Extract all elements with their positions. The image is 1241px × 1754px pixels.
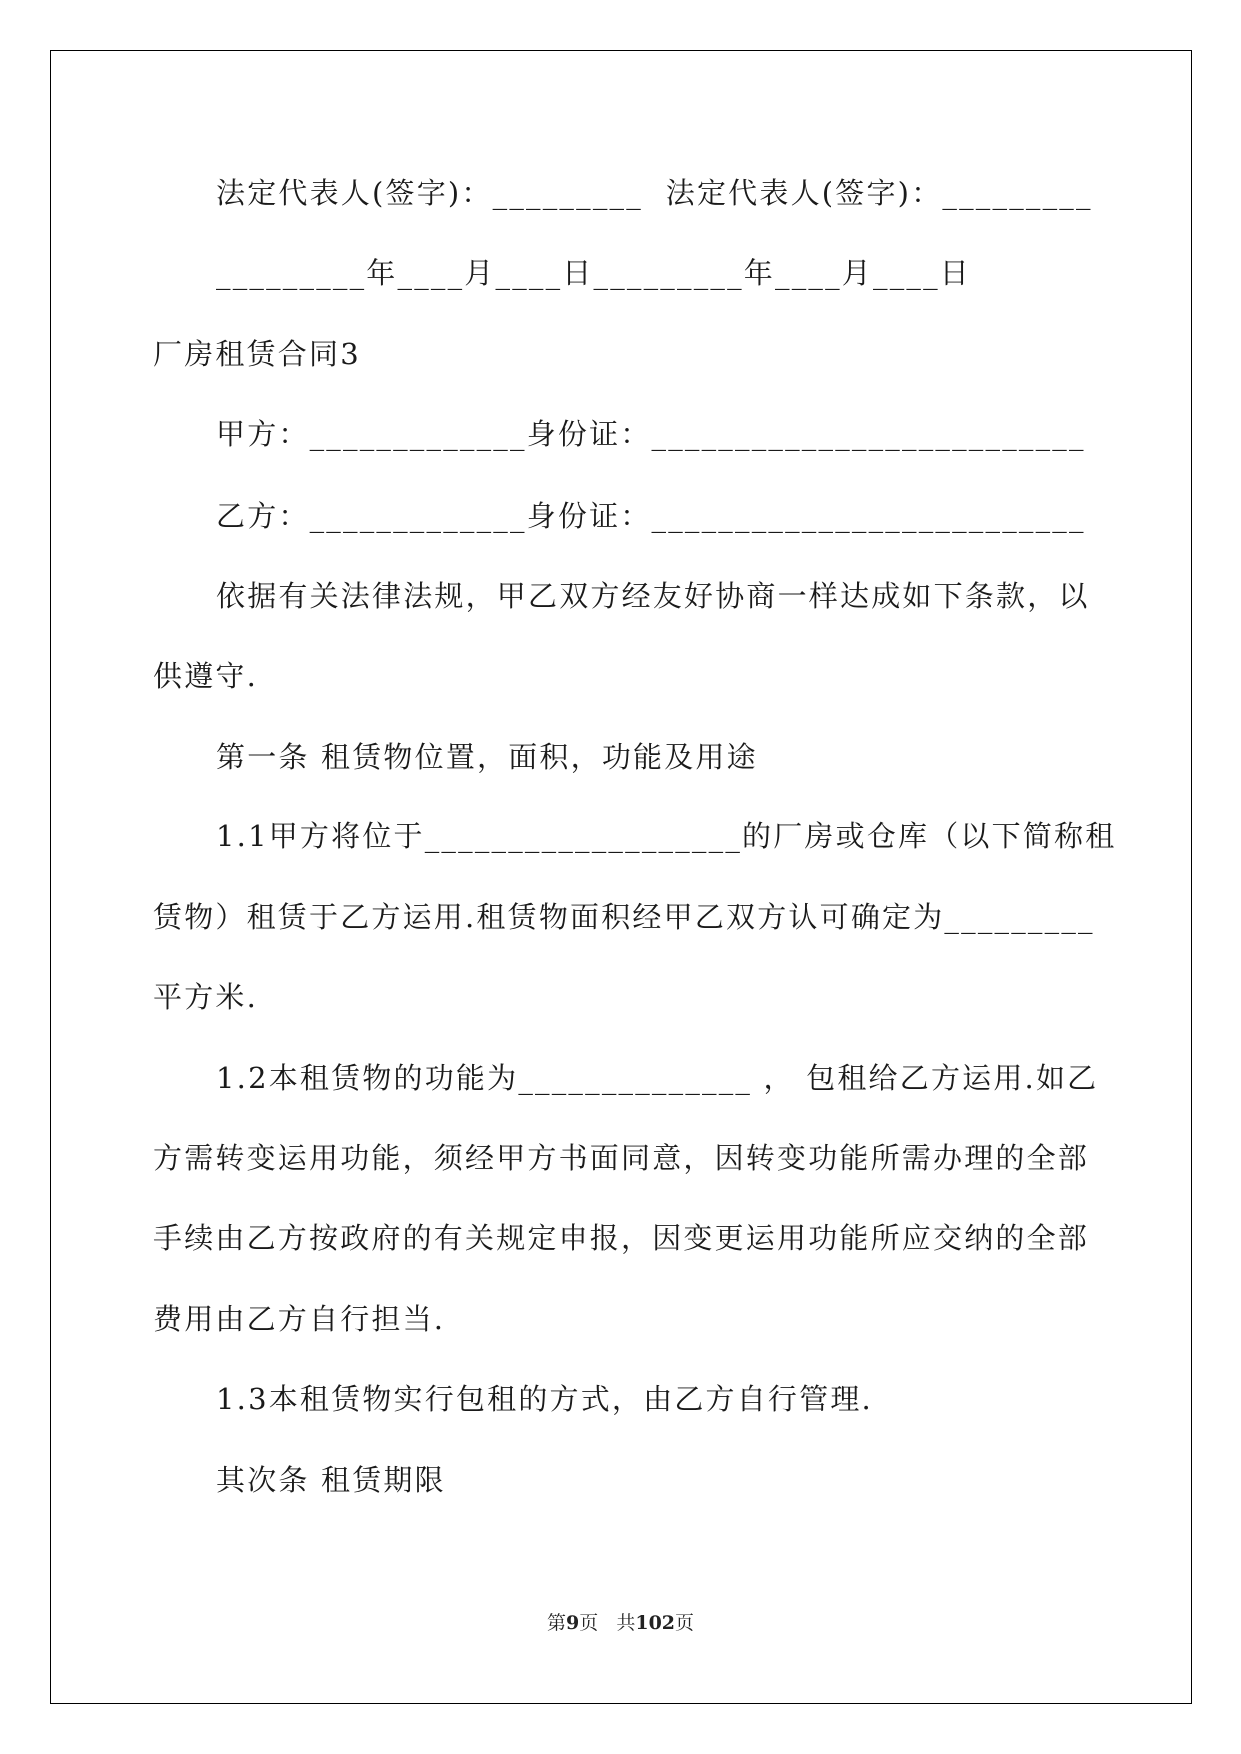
paragraph-line: 依据有关法律法规，甲乙双方经友好协商一样达成如下条款，以 <box>216 579 1090 613</box>
party-a-line: 甲方：_____________身份证：__________________________ <box>216 417 1086 451</box>
date-line: _________年____月____日_________年____月____日 <box>216 256 972 290</box>
signature-line: 法定代表人(签字)：_________ 法定代表人(签字)：_________ <box>216 176 1093 210</box>
paragraph-line: 平方米. <box>153 980 259 1014</box>
paragraph-line: 手续由乙方按政府的有关规定申报，因变更运用功能所应交纳的全部 <box>153 1221 1090 1255</box>
page-border <box>50 50 1192 1704</box>
paragraph-line: 方需转变运用功能，须经甲方书面同意，因转变功能所需办理的全部 <box>153 1141 1090 1175</box>
contract-title: 厂房租赁合同3 <box>153 337 361 371</box>
footer-suffix: 页 <box>675 1612 695 1634</box>
paragraph-line: 1.2本租赁物的功能为______________ ， 包租给乙方运用.如乙 <box>216 1061 1099 1095</box>
paragraph-line: 供遵守. <box>153 659 259 693</box>
footer-middle: 页 共 <box>579 1612 636 1634</box>
paragraph-line: 1.1甲方将位于___________________的厂房或仓库（以下简称租 <box>216 819 1117 853</box>
article-heading: 其次条 租赁期限 <box>216 1463 446 1497</box>
paragraph-line: 赁物）租赁于乙方运用.租赁物面积经甲乙双方认可确定为_________ <box>153 900 1095 934</box>
party-b-line: 乙方：_____________身份证：__________________________ <box>216 499 1086 533</box>
page-footer <box>0 1608 1241 1635</box>
paragraph-line: 1.3本租赁物实行包租的方式，由乙方自行管理. <box>216 1382 873 1416</box>
footer-prefix: 第 <box>546 1612 566 1634</box>
article-heading: 第一条 租赁物位置，面积，功能及用途 <box>216 740 758 774</box>
footer-total-pages: 102 <box>635 1612 676 1634</box>
footer-page-number: 9 <box>565 1612 580 1634</box>
paragraph-line: 费用由乙方自行担当. <box>153 1302 446 1336</box>
